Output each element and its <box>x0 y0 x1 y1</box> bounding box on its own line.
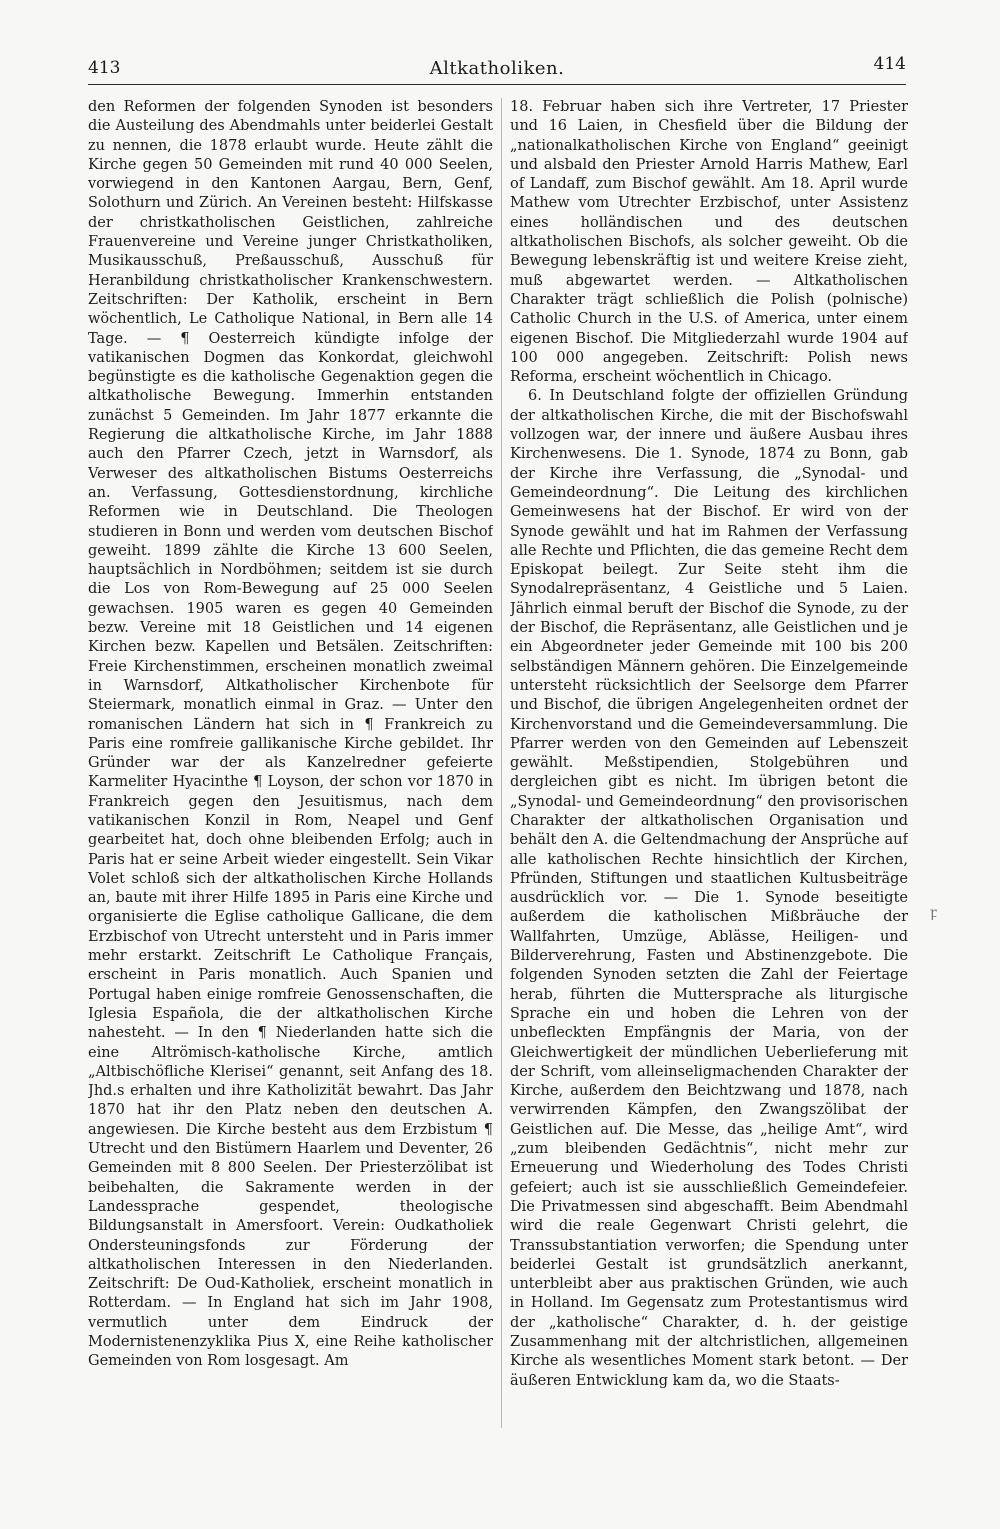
header-rule <box>88 84 906 85</box>
page-header <box>88 54 906 84</box>
column-divider <box>501 98 502 1428</box>
margin-mark: ꝼ <box>930 905 937 921</box>
page-number-right: 414 <box>873 54 906 74</box>
left-column <box>88 98 493 1428</box>
left-column-text: den Reformen der folgenden Synoden ist besonders die Austeilung des Abendmahls unter beiderlei Gestalt zu nennen, die 1878 erlaubt wurde. Heute zählt die Kirche gegen 50 Gemeinden mit rund 40 000 Seelen, vorwiegend in den Kantonen Aargau, Bern, Genf, Solothurn und Zürich. An Vereinen besteht: Hilfskasse der christkatholischen Geistlichen, zahlreiche Frauenvereine und Vereine junger Christkatholiken, Musikausschuß, Preßausschuß, Ausschuß für Heranbildung christkatholischer Krankenschwestern. Zeitschriften: Der Katholik, erscheint in Bern wöchentlich, Le Catholique National, in Bern alle 14 Tage. — ¶ Oesterreich kündigte infolge der vatikanischen Dogmen das Konkordat, gleichwohl begünstigte es die katholische Gegenaktion gegen die altkatholische Bewegung. Immerhin entstanden zunächst 5 Gemeinden. Im Jahr 1877 erkannte die Regierung die altkatholische Kirche, im Jahr 1888 auch den Pfarrer Czech, jetzt in Warnsdorf, als Verweser des altkatholischen Bistums Oesterreichs an. Verfassung, Gottesdienstordnung, kirchliche Reformen wie in Deutschland. Die Theologen studieren in Bonn und werden vom deutschen Bischof geweiht. 1899 zählte die Kirche 13 600 Seelen, hauptsächlich in Nordböhmen; seitdem ist sie durch die Los von Rom-Bewegung auf 25 000 Seelen gewachsen. 1905 waren es gegen 40 Gemeinden bezw. Vereine mit 18 Geistlichen und 14 eigenen Kirchen bezw. Kapellen und Betsälen. Zeitschriften: Freie Kirchenstimmen, erscheinen monatlich zweimal in Warnsdorf, Altkatholischer Kirchenbote für Steiermark, monatlich einmal in Graz. — Unter den romanischen Ländern hat sich in ¶ Frankreich zu Paris eine romfreie gallikanische Kirche gebildet. Ihr Gründer war der als Kanzelredner gefeierte Karmeliter Hyacinthe ¶ Loyson, der schon vor 1870 in Frankreich gegen den Jesuitismus, nach dem vatikanischen Konzil in Rom, Neapel und Genf gearbeitet hat, doch ohne bleibenden Erfolg; auch in Paris hat er seine Arbeit wieder eingestellt. Sein Vikar Volet schloß sich der altkatholischen Kirche Hollands an, baute mit ihrer Hilfe 1895 in Paris eine Kirche und organisierte die Eglise catholique Gallicane, die dem Erzbischof von Utrecht untersteht und in Paris immer mehr erstarkt. Zeitschrift Le Catholique Français, erscheint in Paris monatlich. Auch Spanien und Portugal haben einige romfreie Genossenschaften, die Iglesia Española, die der altkatholischen Kirche nahesteht. — In den ¶ Niederlanden hatte sich die eine Altrömisch-katholische Kirche, amtlich „Altbischöfliche Klerisei“ genannt, seit Anfang des 18. Jhd.s erhalten und ihre Katholizität bewahrt. Das Jahr 1870 hat ihr den Platz neben den deutschen A. angewiesen. Die Kirche besteht aus dem Erzbistum ¶ Utrecht und den Bistümern Haarlem und Deventer, 26 Gemeinden mit 8 800 Seelen. Der Priesterzölibat ist beibehalten, die Sakramente werden in der Landessprache gespendet, theologische Bildungsanstalt in Amersfoort. Verein: Oudkatholiek Ondersteuningsfonds zur Förderung der altkatholischen Interessen in den Niederlanden. Zeitschrift: De Oud-Katholiek, erscheint monatlich in Rotterdam. — In England hat sich im Jahr 1908, vermutlich unter dem Eindruck der Modernistenenzyklika Pius X, eine Reihe katholischer Gemeinden von Rom losgesagt. Am <box>88 99 493 1370</box>
page-number-left: 413 <box>88 58 121 78</box>
right-column-paragraph-2: 6. In Deutschland folgte der offiziellen Gründung der altkatholischen Kirche, die mit der Bischofswahl vollzogen war, der innere und äußere Ausbau ihres Kirchenwesens. Die 1. Synode, 1874 zu Bonn, gab der Kirche ihre Verfassung, die „Synodal- und Gemeindeordnung“. Die Leitung des kirchlichen Gemeinwesens hat der Bischof. Er wird von der Synode gewählt und hat im Rahmen der Verfassung alle Rechte und Pflichten, die das gemeine Recht dem Episkopat beilegt. Zur Seite steht ihm die Synodalrepräsentanz, 4 Geistliche und 5 Laien. Jährlich einmal beruft der Bischof die Synode, zu der der Bischof, die Repräsentanz, alle Geistlichen und je ein Abgeordneter jeder Gemeinde mit 100 bis 200 selbständigen Männern gehören. Die Einzelgemeinde untersteht rücksichtlich der Seelsorge dem Pfarrer und Bischof, die übrigen Angelegenheiten ordnet der Kirchenvorstand und die Gemeindeversammlung. Die Pfarrer werden von den Gemeinden auf Lebenszeit gewählt. Meßstipendien, Stolgebühren und dergleichen gibt es nicht. Im übrigen betont die „Synodal- und Gemeindeordnung“ den provisorischen Charakter der altkatholischen Organisation und behält den A. die Geltendmachung der Ansprüche auf alle katholischen Rechte hinsichtlich der Kirchen, Pfründen, Stiftungen und staatlichen Kultusbeiträge ausdrücklich vor. — Die 1. Synode beseitigte außerdem die katholischen Mißbräuche der Wallfahrten, Umzüge, Ablässe, Heiligen- und Bilderverehrung, Fasten und Abstinenzgebote. Die folgenden Synoden setzten die Zahl der Feiertage herab, führten die Muttersprache als liturgische Sprache ein und hoben die Lehren von der unbefleckten Empfängnis der Maria, von der Gleichwertigkeit der mündlichen Ueberlieferung mit der Schrift, vom alleinseligmachenden Charakter der Kirche, außerdem den Beichtzwang und 1878, nach verwirrenden Kämpfen, den Zwangszölibat der Geistlichen auf. Die Messe, das „heilige Amt“, wird „zum bleibenden Gedächtnis“, nicht mehr zur Erneuerung und Wiederholung des Todes Christi gefeiert; auch ist sie ausschließlich Gemeindefeier. Die Privatmessen sind abgeschafft. Beim Abendmahl wird die reale Gegenwart Christi gelehrt, die Transsubstantiation verworfen; die Spendung unter beiderlei Gestalt ist grundsätzlich anerkannt, unterbleibt aber aus praktischen Gründen, wie auch in Holland. Im Gegensatz zum Protestantismus wird der „katholische“ Charakter, d. h. der geistige Zusammenhang mit der altchristlichen, allgemeinen Kirche als wesentliches Moment stark betont. — Der äußeren Entwicklung kam da, wo die Staats- <box>510 388 908 1389</box>
running-title: Altkatholiken. <box>429 58 565 79</box>
right-column-paragraph-1: 18. Februar haben sich ihre Vertreter, 17 Priester und 16 Laien, in Chesfield über die Bildung der „nationalkatholischen Kirche von England“ geeinigt und alsbald den Priester Arnold Harris Mathew, Earl of Landaff, zum Bischof gewählt. Am 18. April wurde Mathew vom Utrechter Erzbischof, unter Assistenz eines holländischen und des deutschen altkatholischen Bischofs, als solcher geweiht. Ob die Bewegung lebenskräftig ist und weitere Kreise zieht, muß abgewartet werden. — Altkatholischen Charakter trägt schließlich die Polish (polnische) Catholic Church in the U.S. of America, unter einem eigenen Bischof. Die Mitgliederzahl wurde 1904 auf 100 000 angegeben. Zeitschrift: Polish news Reforma, erscheint wöchentlich in Chicago. <box>510 99 908 386</box>
right-column <box>510 98 908 1428</box>
